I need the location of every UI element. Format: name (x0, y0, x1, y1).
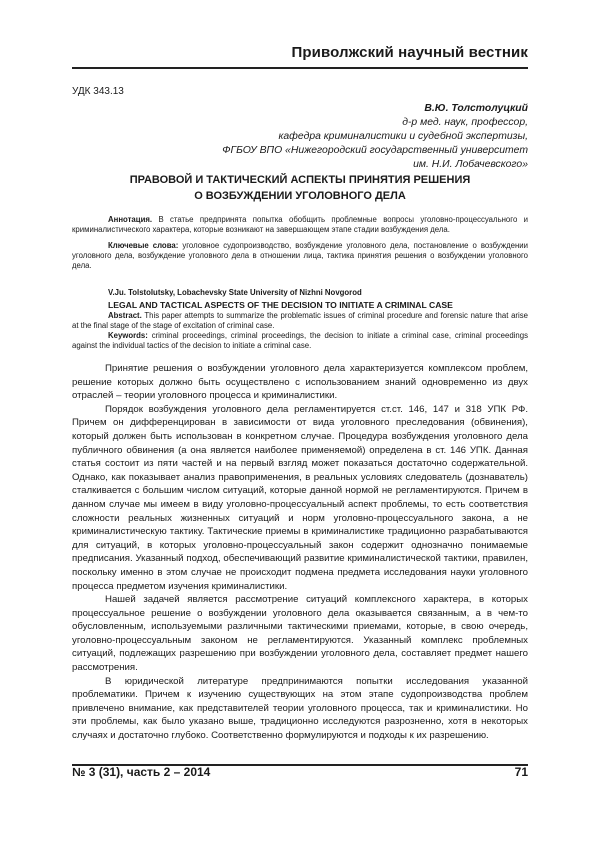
abstract-en-text: This paper attempts to summarize the problematic issues of criminal procedure and forensic nature that arise at the final stage of the stage of excitation of criminal case. (72, 310, 528, 330)
article-body (72, 362, 528, 743)
abstract-ru (72, 215, 528, 271)
keywords-en-label: Keywords: (108, 331, 148, 341)
keywords-ru-paragraph (72, 241, 528, 272)
page-number: 71 (514, 765, 528, 779)
author-department: кафедра криминалистики и судебной экспертизы, (278, 131, 528, 142)
abstract-ru-paragraph (72, 215, 528, 236)
keywords-en-text: criminal proceedings, criminal proceedings, the decision to initiate a criminal case, criminal proceedings against the individual tactics of the decision to initiate a criminal case. (72, 331, 528, 351)
footer-issue: № 3 (31), часть 2 – 2014 (72, 765, 211, 779)
author-block (168, 102, 528, 172)
author-degree: д-р мед. наук, профессор, (402, 117, 528, 128)
author-university: ФГБОУ ВПО «Нижегородский государственный университет (222, 145, 528, 156)
abstract-en (72, 288, 528, 352)
keywords-en-paragraph (72, 331, 528, 352)
udk-code: УДК 343.13 (72, 86, 124, 97)
body-paragraph: Порядок возбуждения уголовного дела регламентируется ст.ст. 146, 147 и 318 УПК РФ. Причем он дифференцирован в зависимости от вида уголовного преследования (обвинения), который должен быть использован в конкретном случае. Процедура возбуждения уголовного дела публичного обвинения (а она является наиболее применяемой) определена в ст. 146 УПК. Данная статья состоит из пяти частей и на первый взгляд может показаться достаточно содержательной. Однако, как показывает анализ правоприменения, в реальных условиях следователь (дознаватель) сталкивается с большим числом ситуаций, которые данной нормой не регламентируются. Причем в данном случае мы имеем в виду уголовно-процессуальный аспект проблемы, то есть соответствия сложности реальных жизненных ситуаций и норм уголовно-процессуального закона, а не криминалистическую тактику. Тактические приемы в криминалистике традиционно разрабатываются для ситуаций, в которых уголовно-процессуальный закон содержит однозначно понимаемые предписания. Указанный подход, обеспечивающий развитие криминалистической тактики, правилен, поскольку именно в этом случае не происходит подмена предмета исследования науки уголовного процесса предметом изучения криминалистики. (72, 403, 528, 592)
body-paragraph: Нашей задачей является рассмотрение ситуаций комплексного характера, в которых процессуальное решение о возбуждении уголовного дела оказывается связанным, а в чем-то обусловленным, используемыми различными тактическими приемами, которые, в свою очередь, уголовно-процессуальным законом не регламентируются. Указанный комплекс проблемных ситуаций, подлежащих разрешению при возбуждении уголовного дела, составляет предмет нашего рассмотрения. (72, 594, 528, 674)
body-paragraph: В юридической литературе предпринимаются попытки исследования указанной проблематики. Причем к изучению существующих на этом этапе судопроизводства проблем привлечено внимание, как представителей теории уголовного процесса, так и криминалистики. Но эти проблемы, как было указано выше, традиционно исследуются разрозненно, хотя в некоторых случаях и достаточно глубоко. Соответственно формулируются и подходы к их разрешению. (72, 675, 528, 742)
body-paragraph: Принятие решения о возбуждении уголовного дела характеризуется комплексом проблем, решение которых должно быть осуществлено с использованием знаний одновременно из двух отраслей – теории уголовного процесса и криминалистики. (72, 363, 528, 402)
abstract-ru-text: В статье предпринята попытка обобщить проблемные вопросы уголовно-процессуального и криминалистического характера, которые возникают на завершающем этапе стадии возбуждения дела. (72, 215, 528, 235)
keywords-ru-text: уголовное судопроизводство, возбуждение уголовного дела, постановление о возбуждении уголовного дела, возбуждение уголовного дела в отношении лица, тактика принятия решения о возбуждении уголовного дела. (72, 240, 529, 271)
header-rule (72, 67, 528, 69)
author-name: В.Ю. Толстолуцкий (424, 103, 528, 114)
article-title-line-2: О ВОЗБУЖДЕНИИ УГОЛОВНОГО ДЕЛА (194, 190, 406, 202)
author-university-name: им. Н.И. Лобачевского» (413, 159, 528, 170)
en-author-line: V.Ju. Tolstolutsky, Lobachevsky State University of Nizhni Novgorod (108, 288, 362, 297)
abstract-en-paragraph (72, 311, 528, 332)
article-title-line-1: ПРАВОВОЙ И ТАКТИЧЕСКИЙ АСПЕКТЫ ПРИНЯТИЯ РЕШЕНИЯ (129, 174, 471, 186)
abstract-ru-label: Аннотация. (108, 215, 153, 224)
article-title (72, 172, 528, 204)
keywords-ru-label: Ключевые слова: (108, 240, 179, 250)
abstract-en-label: Abstract. (108, 310, 142, 320)
journal-title: Приволжский научный вестник (291, 44, 528, 61)
en-title: LEGAL AND TACTICAL ASPECTS OF THE DECISION TO INITIATE A CRIMINAL CASE (108, 300, 453, 311)
